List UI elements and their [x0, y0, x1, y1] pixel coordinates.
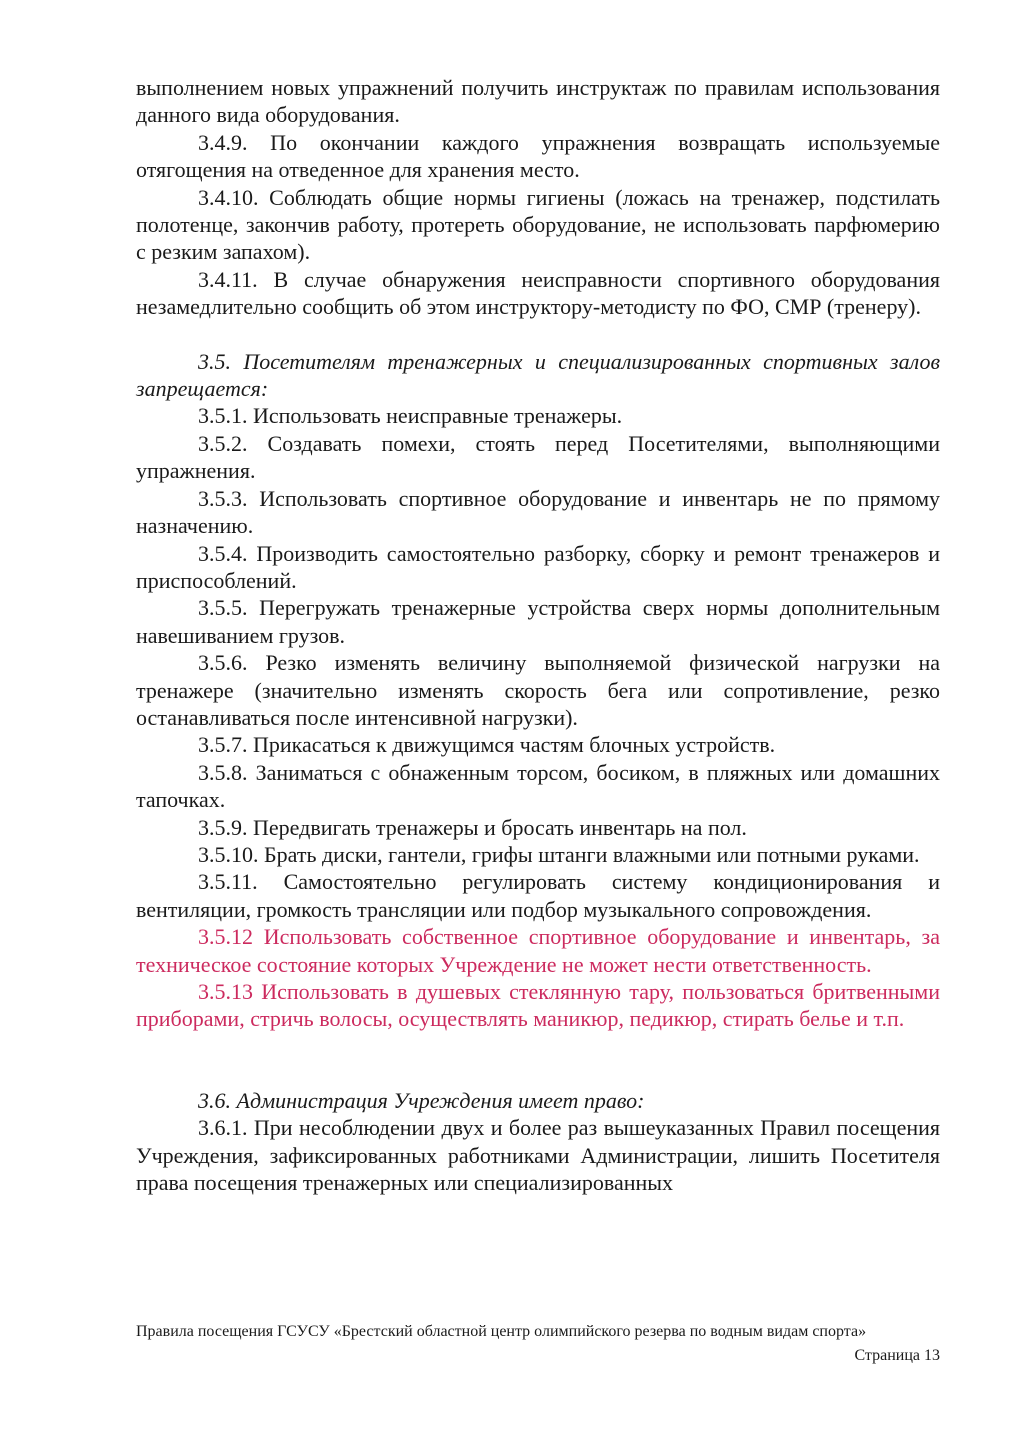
paragraph-3-5-12-highlighted: 3.5.12 Использовать собственное спортивное оборудование и инвентарь, за техническое состояние которых Учреждение не может нести ответственность. [136, 924, 940, 977]
paragraph-3-5-3: 3.5.3. Использовать спортивное оборудование и инвентарь не по прямому назначению. [136, 485, 940, 539]
footer-document-title: Правила посещения ГСУСУ «Брестский областной центр олимпийского резерва по водным видам спорта» [136, 1323, 867, 1340]
paragraph-continuation: выполнением новых упражнений получить инструктаж по правилам использования данного вида оборудования. [136, 75, 940, 128]
paragraph-3-5-13-highlighted: 3.5.13 Использовать в душевых стеклянную тару, пользоваться бритвенными приборами, стричь волосы, осуществлять маникюр, педикюр, стирать белье и т.п. [136, 979, 940, 1032]
paragraph-3-5-5: 3.5.5. Перегружать тренажерные устройства сверх нормы дополнительным навешиванием грузов. [136, 595, 940, 648]
paragraph-3-5-2: 3.5.2. Создавать помехи, стоять перед Посетителями, выполняющими упражнения. [136, 430, 940, 484]
paragraph-3-4-9: 3.4.9. По окончании каждого упражнения возвращать используемые отягощения на отведенное для хранения место. [136, 129, 940, 183]
paragraph-3-5-8: 3.5.8. Заниматься с обнаженным торсом, босиком, в пляжных или домашних тапочках. [136, 759, 940, 813]
paragraph-3-5-4: 3.5.4. Производить самостоятельно разборку, сборку и ремонт тренажеров и приспособлений. [136, 540, 940, 593]
paragraph-3-5-9: 3.5.9. Передвигать тренажеры и бросать инвентарь на пол. [198, 814, 747, 840]
paragraph-3-4-11: 3.4.11. В случае обнаружения неисправности спортивного оборудования незамедлительно сообщить об этом инструктору-методисту по ФО, СМР (тренеру). [136, 266, 940, 320]
footer-page-number: Страница 13 [854, 1347, 940, 1364]
section-title-3-6: 3.6. Администрация Учреждения имеет право: [198, 1087, 645, 1113]
section-title-3-5: 3.5. Посетителям тренажерных и специализированных спортивных залов запрещается: [136, 348, 940, 402]
paragraph-3-6-1: 3.6.1. При несоблюдении двух и более раз вышеуказанных Правил посещения Учреждения, зафиксированных работниками Администрации, лишить Посетителя права посещения тренажерных или специализированных [136, 1115, 940, 1196]
document-body [136, 74, 940, 1196]
paragraph-3-4-10: 3.4.10. Соблюдать общие нормы гигиены (ложась на тренажер, подстилать полотенце, закончив работу, протереть оборудование, не использовать парфюмерию с резким запахом). [136, 184, 940, 265]
paragraph-3-5-10: 3.5.10. Брать диски, гантели, грифы штанги влажными или потными руками. [198, 841, 920, 867]
paragraph-3-5-6: 3.5.6. Резко изменять величину выполняемой физической нагрузки на тренажере (значительно изменять скорость бега или сопротивление, резко останавливаться после интенсивной нагрузки). [136, 650, 940, 730]
paragraph-3-5-7: 3.5.7. Прикасаться к движущимся частям блочных устройств. [198, 732, 776, 758]
page-footer [136, 1322, 940, 1366]
paragraph-3-5-11: 3.5.11. Самостоятельно регулировать систему кондиционирования и вентиляции, громкость трансляции или подбор музыкального сопровождения. [136, 869, 940, 922]
paragraph-3-5-1: 3.5.1. Использовать неисправные тренажеры. [198, 403, 623, 429]
